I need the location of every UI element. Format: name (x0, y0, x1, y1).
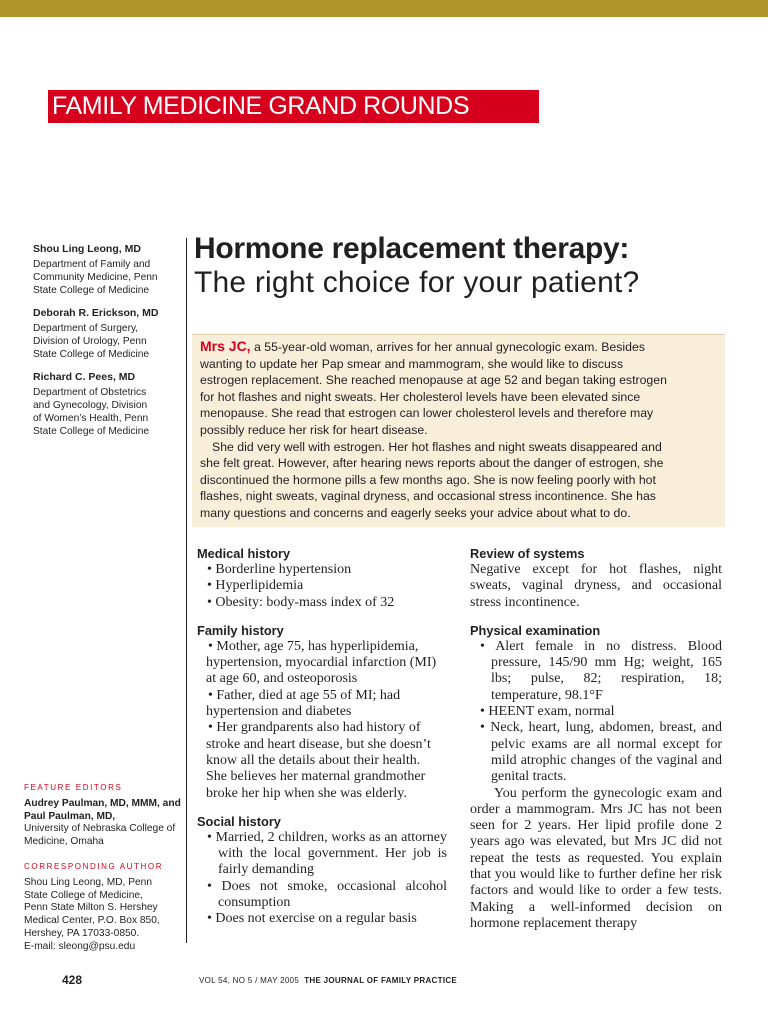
author-list (33, 243, 183, 448)
family-history-heading: Family history (197, 622, 284, 638)
author-name: Richard C. Pees, MD (33, 371, 136, 383)
feature-editors-names: Audrey Paulman, MD, MMM, and Paul Paulman, MD, (24, 797, 181, 822)
author-affiliation-line: Department of Obstetrics (33, 387, 147, 398)
list-item-line: • Mother, age 75, has hyperlipidemia, (208, 638, 419, 654)
editor-info (24, 782, 184, 954)
feature-editors-label: FEATURE EDITORS (24, 783, 123, 792)
review-of-systems-heading: Review of systems (470, 546, 585, 561)
corresponding-author-line: Hershey, PA 17033-0850. (24, 927, 140, 939)
case-paragraph-2 (200, 439, 719, 522)
case-line: possibly reduce her risk for heart disease. (200, 422, 428, 437)
case-line: estrogen replacement. She reached menopause at age 52 and began taking estrogen (200, 373, 667, 388)
list-item-line: stroke and heart disease, but she doesn’t (206, 736, 431, 752)
corresponding-author-line: State College of Medicine, (24, 889, 143, 901)
list-item-line: • Her grandparents also had history of (208, 720, 421, 736)
author-name: Deborah R. Erickson, MD (33, 307, 159, 319)
case-line: menopause. She read that estrogen can lower cholesterol levels and therefore may (200, 406, 654, 421)
case-lead: Mrs JC, (200, 338, 251, 354)
author-name: Shou Ling Leong, MD (33, 243, 141, 255)
family-history-list (197, 639, 447, 802)
right-column (470, 546, 722, 932)
page-number: 428 (62, 973, 83, 987)
list-item: • Neck, heart, lung, abdomen, breast, and pelvic exams are all normal except for mild atrophic changes of the vaginal and genital tracts. (480, 720, 722, 785)
journal-name: THE JOURNAL OF FAMILY PRACTICE (304, 976, 458, 985)
corresponding-author-label: CORRESPONDING AUTHOR (24, 861, 164, 871)
review-of-systems-text: Negative except for hot flashes, night sweats, vaginal dryness, and occasional stress incontinence. (470, 562, 722, 610)
list-item-line: hypertension and diabetes (206, 704, 352, 720)
feature-editors-affiliation: University of Nebraska College of Medicine, Omaha (24, 823, 176, 848)
list-item: • Does not exercise on a regular basis (207, 911, 417, 927)
case-line: for hot flashes and night sweats. Her cholesterol levels have been elevated since (200, 389, 641, 404)
list-item (206, 688, 447, 721)
author-1 (33, 243, 183, 297)
case-line: discontinued the hormone pills a few months ago. She is now feeling poorly with hot (200, 472, 656, 487)
list-item-line: hypertension, myocardial infarction (MI) (206, 655, 437, 671)
author-affiliation-line: of Women’s Health, Penn (33, 413, 149, 424)
list-item: • Obesity: body-mass index of 32 (207, 594, 395, 610)
author-affiliation-line: Community Medicine, Penn (33, 272, 158, 283)
list-item-line: She believes her maternal grandmother (206, 769, 426, 785)
list-item: • Hyperlipidemia (207, 578, 304, 594)
physical-exam-heading: Physical examination (470, 622, 601, 638)
list-item: • HEENT exam, normal (480, 704, 615, 720)
section-banner: FAMILY MEDICINE GRAND ROUNDS (48, 90, 539, 123)
case-line: many questions and concerns and eagerly seeks your advice about what to do. (200, 505, 631, 520)
author-affiliation-line: State College of Medicine (33, 349, 150, 360)
list-item (206, 639, 447, 688)
exam-paragraph: You perform the gynecologic exam and order a mammogram. Mrs JC has not been seen for 2 years. Her lipid profile done 2 years ago was elevated, but Mrs JC did not repeat the tests as requested. You explain that you would like to further define her risk factors and would like to order a few tests. Making a well-informed decision on hormone replacement therapy (470, 785, 722, 931)
list-item: • Alert female in no distress. Blood pressure, 145/90 mm Hg; weight, 165 lbs; pulse, 82; respiration, 18; temperature, 98.1°F (480, 638, 722, 703)
case-line: she felt great. However, after hearing news reports about the danger of estrogen, she (200, 456, 664, 471)
article-subtitle: The right choice for your patient? (194, 266, 640, 299)
list-item (206, 720, 447, 801)
case-line: flashes, night sweats, vaginal dryness, and occasional stress incontinence. She has (200, 489, 656, 504)
case-line: wanting to update her Pap smear and mammogram, she would like to discuss (200, 356, 624, 371)
author-affiliation-line: State College of Medicine (33, 285, 150, 296)
list-item-line: • Father, died at age 55 of MI; had (208, 687, 401, 703)
social-history-heading: Social history (197, 813, 281, 829)
corresponding-author-email[interactable]: E-mail: sleong@psu.edu (24, 940, 136, 952)
list-item-line: at age 60, and osteoporosis (206, 671, 358, 687)
author-affiliation-line: Department of Family and (33, 259, 151, 270)
author-affiliation-line: and Gynecology, Division (33, 400, 148, 411)
list-item-line: know all the details about their health. (206, 752, 421, 768)
case-summary-box (192, 334, 725, 527)
corresponding-author-line: Medical Center, P.O. Box 850, (24, 915, 160, 927)
case-line: She did very well with estrogen. Her hot flashes and night sweats disappeared and (212, 439, 662, 454)
case-line: a 55-year-old woman, arrives for her annual gynecologic exam. Besides (250, 340, 645, 354)
list-item: • Borderline hypertension (207, 562, 352, 577)
corresponding-author-line: Penn State Milton S. Hershey (24, 902, 158, 914)
top-color-bar (0, 0, 768, 17)
list-item-line: broke her hip when she was elderly. (206, 785, 407, 801)
author-affiliation-line: Division of Urology, Penn (33, 336, 147, 347)
vertical-divider (186, 238, 187, 943)
author-affiliation-line: Department of Surgery, (33, 323, 139, 334)
corresponding-author-line: Shou Ling Leong, MD, Penn (24, 876, 153, 888)
physical-exam-list (470, 639, 722, 786)
list-item: • Does not smoke, occasional alcohol consumption (207, 878, 447, 911)
footer-citation (199, 976, 457, 985)
author-2 (33, 307, 183, 361)
author-affiliation-line: State College of Medicine (33, 426, 150, 437)
medical-history-heading: Medical history (197, 546, 291, 561)
author-3 (33, 371, 183, 438)
medical-history-list (197, 562, 447, 611)
case-paragraph-1 (200, 338, 719, 439)
issue-info: VOL 54, NO 5 / MAY 2005 (199, 976, 300, 985)
article-title: Hormone replacement therapy: (194, 232, 630, 265)
list-item: • Married, 2 children, works as an attorney with the local government. Her job is fairly demanding (207, 829, 447, 878)
social-history-list (197, 830, 447, 928)
left-column (197, 546, 447, 928)
